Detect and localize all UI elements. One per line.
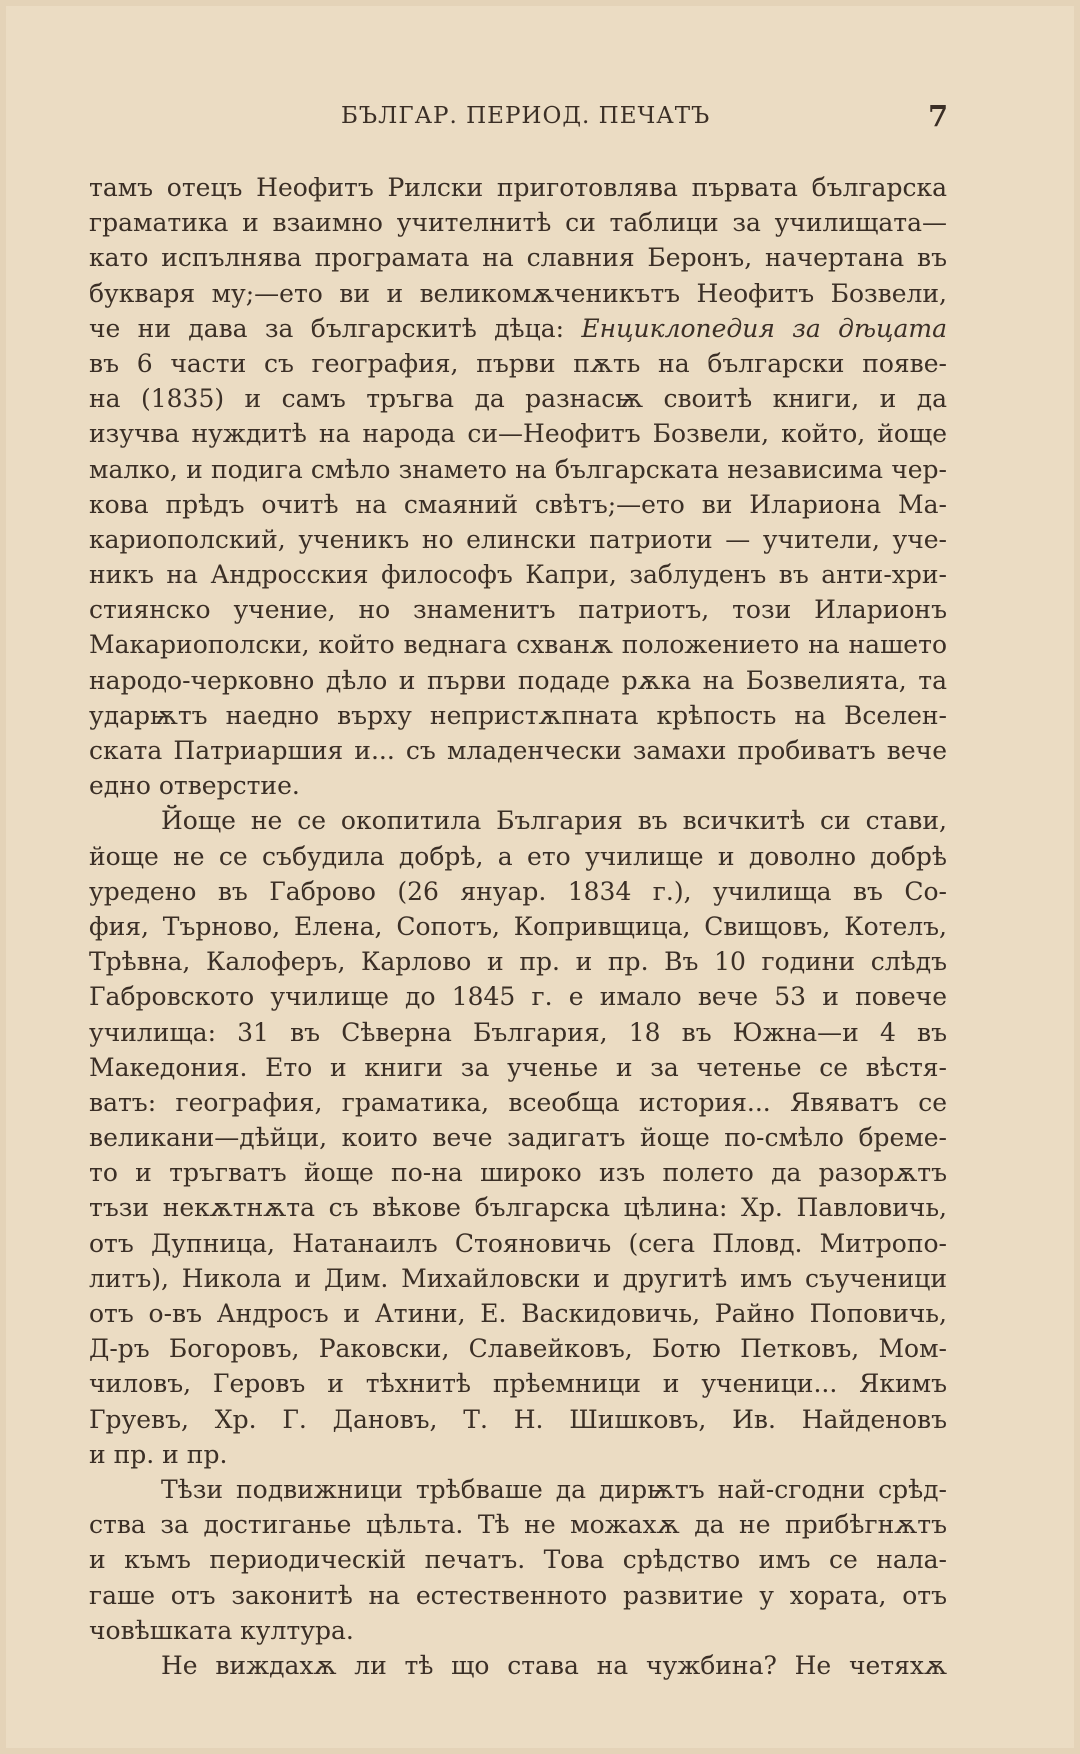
text-line: букваря му;—ето ви и великомѫченикътъ Неофитъ Бозвели, bbox=[89, 278, 947, 308]
text-line: малко, и подига смѣло знамето на българската независима чер- bbox=[89, 454, 947, 484]
text-line: стиянско учение, но знаменитъ патриотъ, този Иларионъ bbox=[89, 595, 947, 625]
text-line: като испълнява програмата на славния Беронъ, начертана въ bbox=[89, 243, 947, 273]
text-line: граматика и взаимно учителнитѣ си таблици за училищата— bbox=[89, 208, 947, 238]
text-line: ската Патриаршия и... съ младенчески замахи пробиватъ вече bbox=[89, 736, 947, 765]
text-line: Трѣвна, Калоферъ, Карлово и пр. и пр. Въ 10 години слѣдъ bbox=[89, 947, 947, 977]
text-line: училища: 31 въ Сѣверна България, 18 въ Южна—и 4 въ bbox=[89, 1017, 947, 1047]
text-line: кариополский, ученикъ но елински патриоти — учители, уче- bbox=[89, 524, 947, 554]
text-line: и пр. и пр. bbox=[89, 1439, 228, 1469]
text-line: Тѣзи подвижници трѣбваше да дирѭтъ най-сгодни срѣд- bbox=[161, 1474, 947, 1504]
text-line: тамъ отецъ Неофитъ Рилски приготовлява първата българска bbox=[89, 173, 947, 202]
text-line: йоще не се събудила добрѣ, а ето училище и доволно добрѣ bbox=[89, 841, 947, 871]
text-line: тъзи некѫтнѫта съ вѣкове българска цѣлина: Хр. Павловичь, bbox=[89, 1193, 947, 1223]
running-title: БЪЛГАР. ПЕРИОД. ПЕЧАТЪ bbox=[341, 103, 711, 129]
text-line: отъ Дупница, Натанаилъ Стояновичь (сега Пловд. Митропо- bbox=[89, 1228, 947, 1258]
page-number: 7 bbox=[928, 99, 949, 133]
body-text bbox=[89, 170, 947, 1683]
text-line: гаше отъ законитѣ на естественното развитие у хората, отъ bbox=[89, 1580, 947, 1610]
text-line bbox=[89, 311, 947, 346]
text-line: Йоще не се окопитила България въ всичкитѣ си стави, bbox=[161, 806, 947, 836]
text-line: отъ о-въ Андросъ и Атини, Е. Васкидовичь, Райно Поповичь, bbox=[89, 1299, 947, 1328]
text-line: ударѭтъ наедно върху непристѫпната крѣпость на Вселен- bbox=[89, 700, 947, 730]
text-line: Д-ръ Богоровъ, Раковски, Славейковъ, Ботю Петковъ, Мом- bbox=[89, 1334, 947, 1364]
text-line: ства за достиганье цѣльта. Тѣ не можахѫ да не прибѣгнѫтъ bbox=[89, 1510, 947, 1540]
text-line: изучва нуждитѣ на народа си—Неофитъ Бозвели, който, йоще bbox=[89, 419, 947, 449]
text-line: Македония. Ето и книги за ученье и за четенье се вѣстя- bbox=[89, 1052, 947, 1082]
text-line: Габровското училище до 1845 г. е имало вече 53 и повече bbox=[89, 982, 947, 1012]
text-line: едно отверстие. bbox=[89, 771, 300, 801]
text-line: кова прѣдъ очитѣ на смаяний свѣтъ;—ето ви Илариона Ма- bbox=[89, 489, 947, 519]
text-line: фия, Търново, Елена, Сопотъ, Копривщица, Свищовъ, Котелъ, bbox=[89, 911, 947, 941]
text-line: Не виждахѫ ли тѣ що става на чужбина? Не четяхѫ bbox=[161, 1650, 947, 1680]
text-line: никъ на Андросския философъ Капри, заблуденъ въ анти-хри- bbox=[89, 560, 947, 590]
italic-title: Енциклопедия за дѣцата bbox=[581, 313, 947, 343]
text-line: Груевъ, Хр. Г. Дановъ, Т. Н. Шишковъ, Ив. Найденовъ bbox=[89, 1404, 947, 1434]
text-line: то и тръгватъ йоще по-на широко изъ полето да разорѫтъ bbox=[89, 1158, 947, 1188]
text-segment: че ни дава за българскитѣ дѣца: bbox=[89, 313, 582, 343]
text-line: народо-черковно дѣло и първи подаде рѫка на Бозвелията, та bbox=[89, 665, 947, 695]
text-line: великани—дѣйци, които вече задигатъ йоще по-смѣло бреме- bbox=[89, 1123, 947, 1153]
page-header bbox=[0, 99, 1080, 139]
text-line: литъ), Никола и Дим. Михайловски и другитѣ имъ съученици bbox=[89, 1263, 947, 1293]
text-line: на (1835) и самъ тръгва да разнасѭ своитѣ книги, и да bbox=[89, 384, 947, 414]
text-line: Макариополски, който веднага схванѫ положението на нашето bbox=[89, 630, 947, 660]
text-line: уредено въ Габрово (26 януар. 1834 г.), училища въ Со- bbox=[89, 876, 947, 906]
text-line: човѣшката култура. bbox=[89, 1615, 354, 1645]
text-line: ватъ: география, граматика, всеобща история... Явяватъ се bbox=[89, 1087, 947, 1117]
text-line: въ 6 части съ география, първи пѫть на български появе- bbox=[89, 348, 947, 378]
text-line: и къмъ периодическій печатъ. Това срѣдство имъ се нала- bbox=[89, 1545, 947, 1575]
text-line: чиловъ, Геровъ и тѣхнитѣ прѣемници и ученици... Якимъ bbox=[89, 1369, 947, 1399]
